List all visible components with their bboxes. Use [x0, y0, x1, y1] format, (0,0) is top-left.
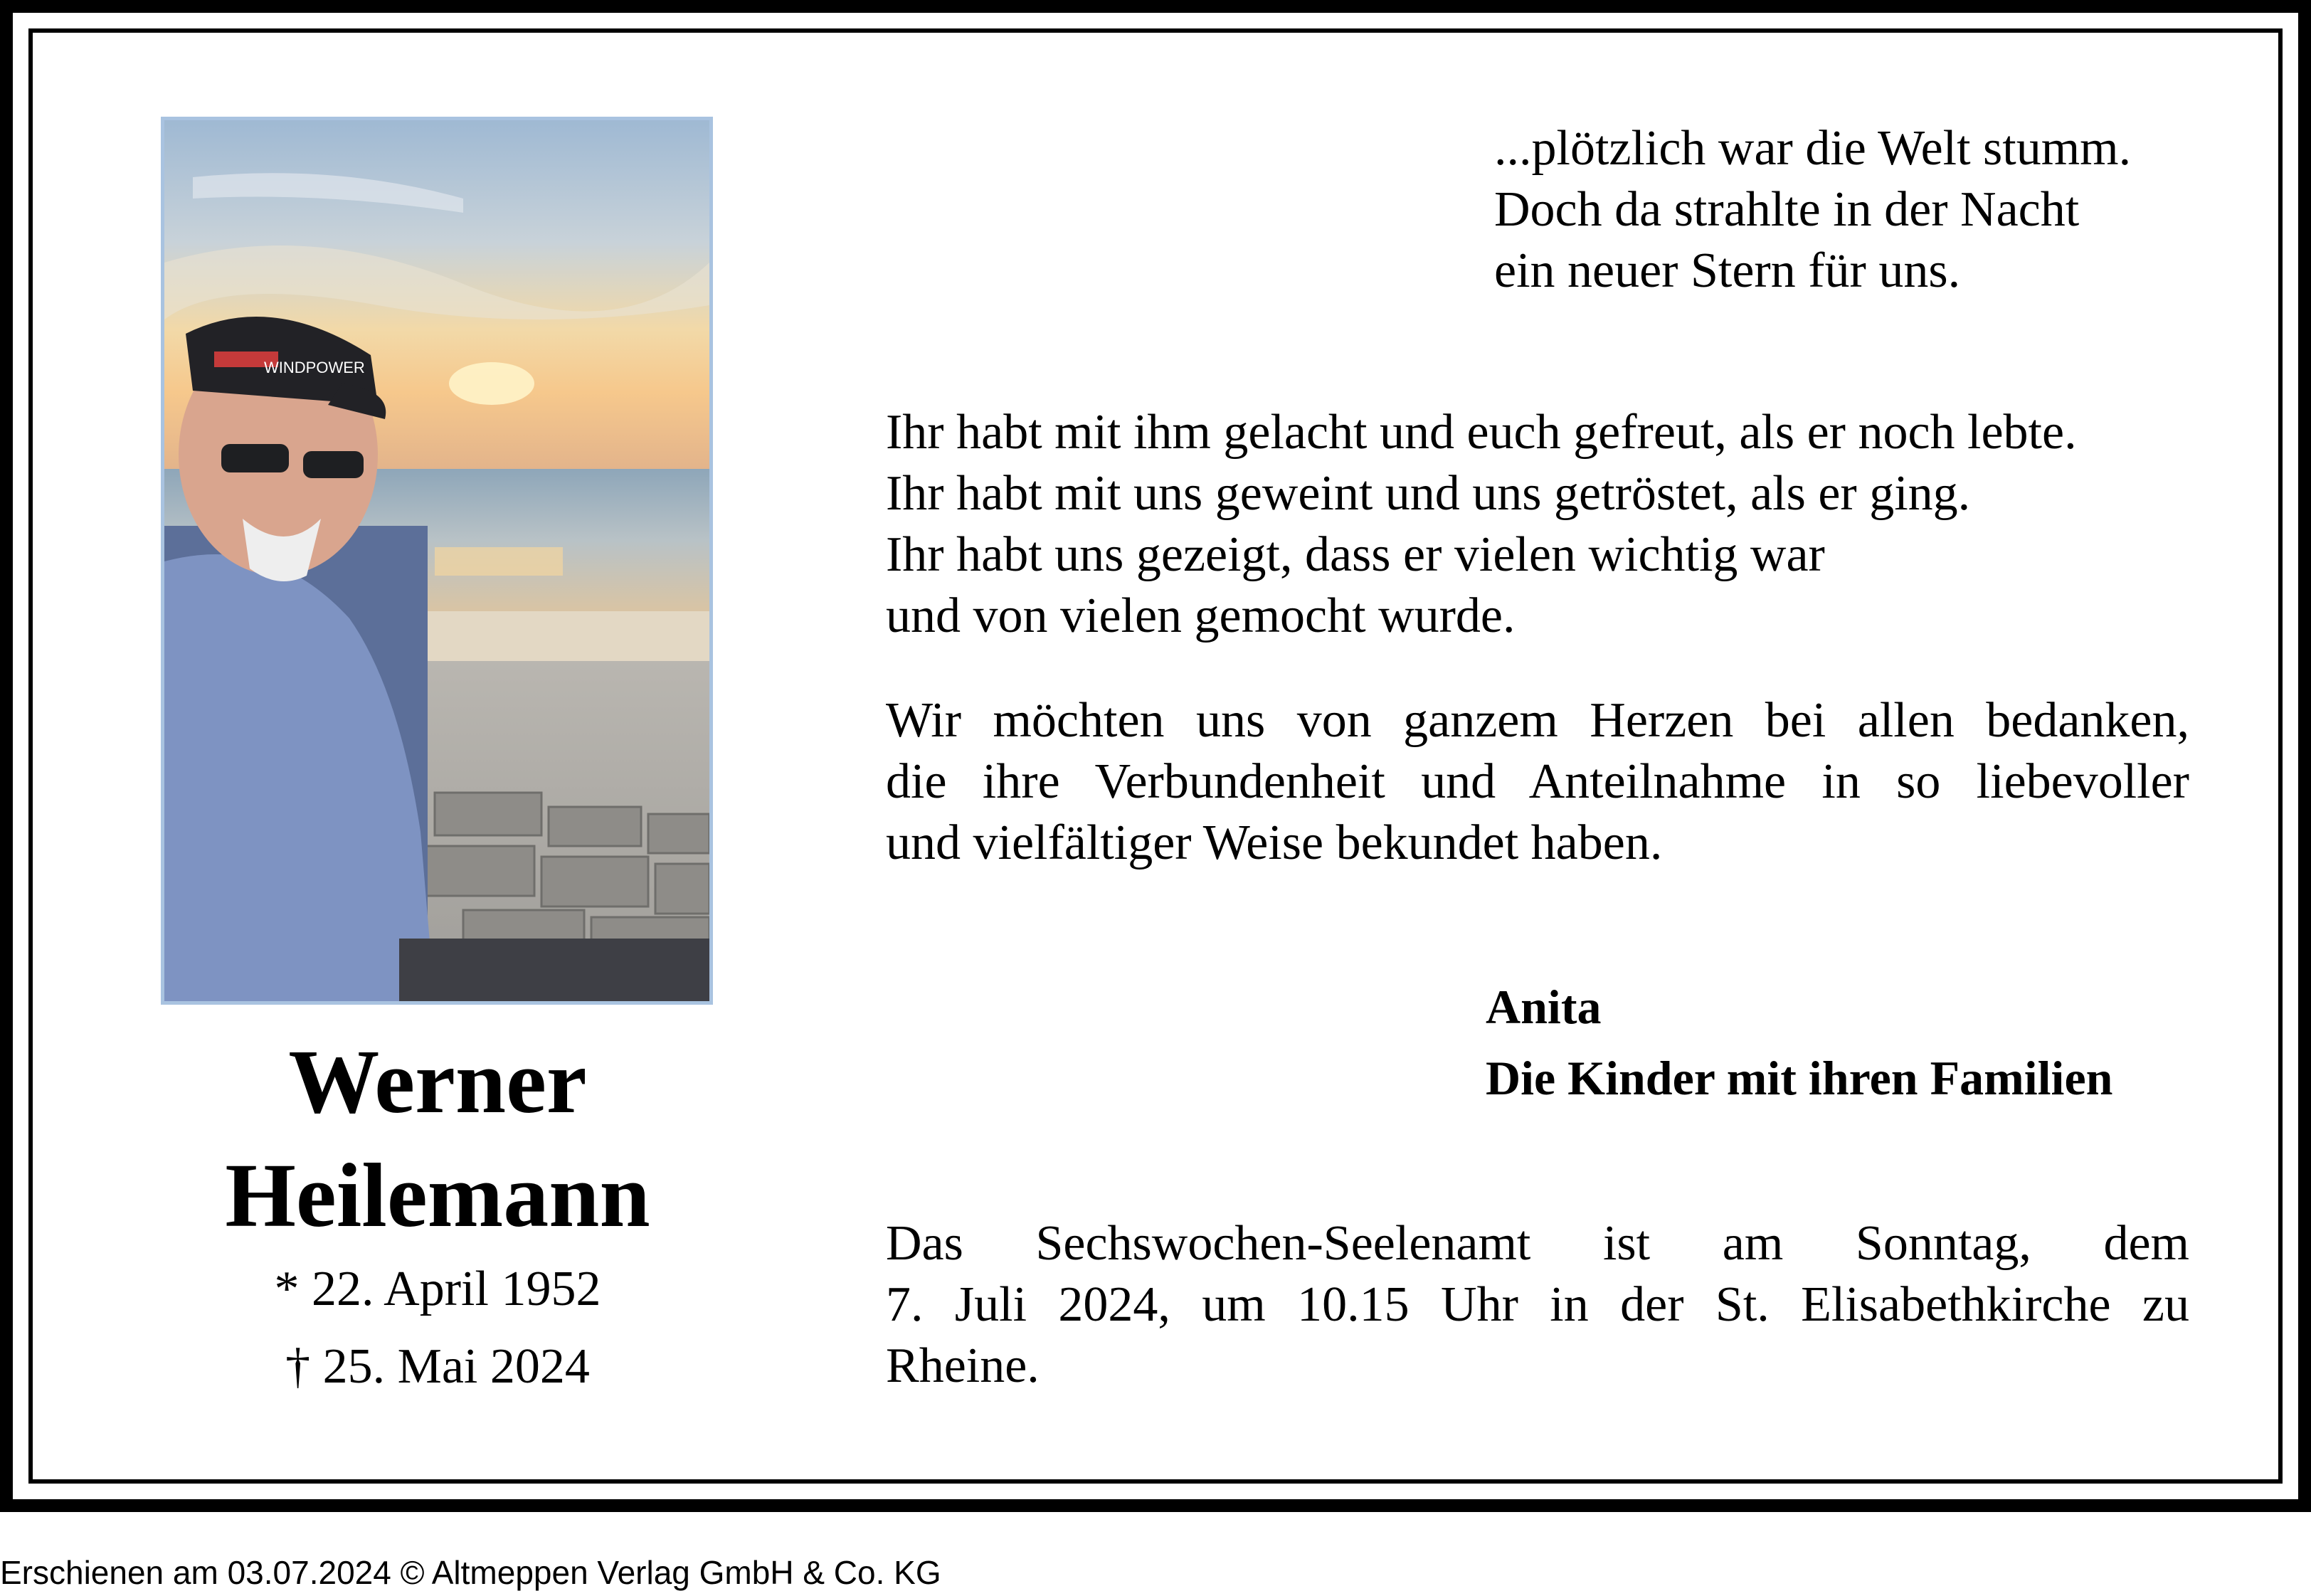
birth-date: * 22. April 1952	[274, 1262, 601, 1316]
poem-line: ein neuer Stern für uns.	[1494, 243, 1961, 298]
cap-logo-text: WINDPOWER	[264, 359, 365, 376]
gratitude-line: und vielfältiger Weise bekundet haben.	[886, 815, 1663, 870]
gratitude-line: Wir möchten uns von ganzem Herzen bei allen bedanken,	[886, 693, 2189, 748]
publication-footer: Erschienen am 03.07.2024 © Altmeppen Verlag GmbH & Co. KG	[0, 1554, 941, 1591]
poem-line: ...plötzlich war die Welt stumm.	[1494, 121, 2132, 176]
signature-anita: Anita	[1486, 980, 1602, 1034]
portrait-photo	[161, 117, 713, 1005]
thanks-line: Ihr habt uns gezeigt, dass er vielen wichtig war	[886, 527, 1825, 582]
thanks-line: Ihr habt mit uns geweint und uns getröstet, als er ging.	[886, 466, 1971, 521]
gratitude-line: die ihre Verbundenheit und Anteilnahme in so liebevoller	[886, 754, 2189, 809]
thanks-line: Ihr habt mit ihm gelacht und euch gefreut, als er noch lebte.	[886, 405, 2077, 460]
thanks-line: und von vielen gemocht wurde.	[886, 588, 1516, 643]
service-line: 7. Juli 2024, um 10.15 Uhr in der St. Elisabethkirche zu	[886, 1277, 2189, 1332]
signature-family: Die Kinder mit ihren Familien	[1486, 1051, 2113, 1105]
poem-line: Doch da strahlte in der Nacht	[1494, 182, 2080, 237]
thanks-paragraph	[886, 402, 2195, 647]
first-name: Werner	[288, 1031, 587, 1132]
last-name: Heilemann	[225, 1145, 650, 1246]
service-line: Rheine.	[886, 1338, 1040, 1393]
poem	[1494, 118, 2277, 302]
service-line: Das Sechswochen-Seelenamt ist am Sonntag, dem	[886, 1216, 2189, 1271]
gratitude-paragraph	[886, 690, 2189, 874]
death-date: † 25. Mai 2024	[285, 1339, 590, 1394]
service-announcement	[886, 1213, 2189, 1397]
